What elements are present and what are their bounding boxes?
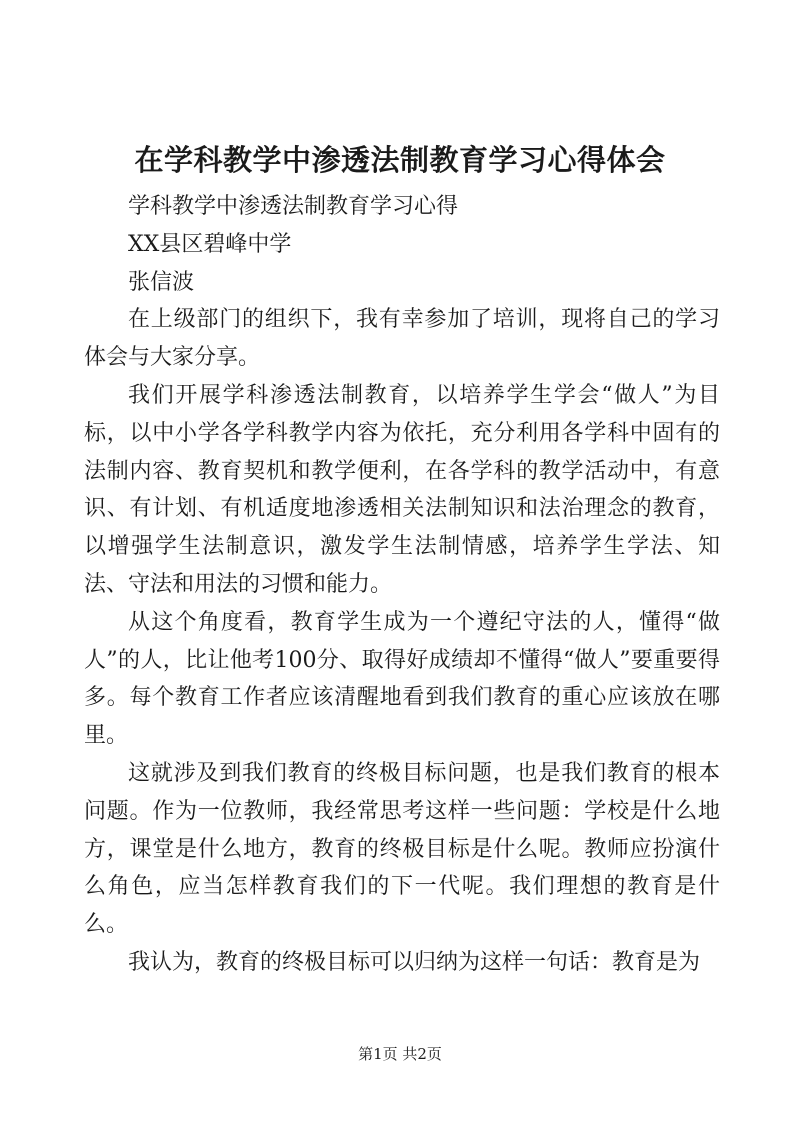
body-paragraph: 我认为，教育的终极目标可以归纳为这样一句话：教育是为	[128, 949, 701, 975]
body-paragraph: 这就涉及到我们教育的终极目标问题，也是我们教育的根本问题。作为一位教师，我经常思考这样一些问题：学校是什么地方，课堂是什么地方，教育的终极目标是什么呢。教师应扮演什么角色，应当怎样教育我们的下一代呢。我们理想的教育是什么。	[84, 760, 720, 938]
body-paragraph: 在上级部门的组织下，我有幸参加了培训，现将自己的学习体会与大家分享。	[84, 307, 720, 371]
body-paragraph: 从这个角度看，教育学生成为一个遵纪守法的人，懂得“做人”的人，比让他考100分、取得好成绩却不懂得“做人”要重要得多。每个教育工作者应该清醒地看到我们教育的重心应该放在哪里。	[84, 609, 720, 749]
document-title: 在学科教学中渗透法制教育学习心得体会	[134, 143, 666, 177]
page-footer: 第1页 共2页	[358, 1045, 442, 1063]
author-paragraph: 张信波	[128, 269, 195, 295]
document-body	[84, 188, 720, 982]
body-paragraph: 我们开展学科渗透法制教育，以培养学生学会“做人”为目标，以中小学各学科教学内容为依托，充分利用各学科中固有的法制内容、教育契机和教学便利，在各学科的教学活动中，有意识、有计划、有机适度地渗透相关法制知识和法治理念的教育，以增强学生法制意识，激发学生法制情感，培养学生学法、知法、守法和用法的习惯和能力。	[84, 382, 720, 597]
school-paragraph: XX县区碧峰中学	[128, 231, 292, 257]
subtitle-paragraph: 学科教学中渗透法制教育学习心得	[128, 194, 459, 219]
